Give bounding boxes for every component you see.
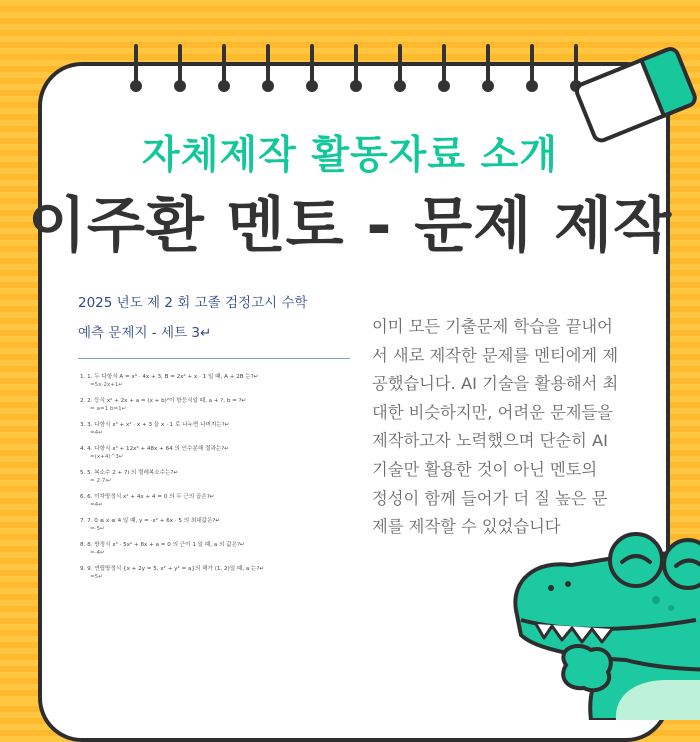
answer-text: = a=1 b=1↵ (90, 406, 127, 412)
answer-text: =5↵ (90, 574, 103, 580)
divider (78, 358, 350, 359)
question-text: 6. 6. 이차방정식 x² + 4x + 4 = 0 의 두 근의 곱은?↵ (80, 494, 215, 500)
question-text: 9. 9. 연립방정식 {x + 2y = 5, x² + y² = a}의 해가 (1, 2)일 때, a 는?↵ (80, 566, 265, 572)
spiral-ring-icon (394, 44, 406, 96)
document-title-line1: 2025 년도 제 2 회 고졸 검정고시 수학 (78, 295, 308, 311)
answer-text: =(x+4)^3↵ (90, 454, 124, 460)
question-text: 5. 5. 복소수 2 + 7i 의 켤레복소수는?↵ (80, 470, 179, 476)
question-text: 2. 2. 등식 x² + 2x + a = (x + b)²이 항등식일 때, a + ?, b = ?↵ (80, 398, 247, 404)
crocodile-mascot-icon (496, 520, 700, 720)
document-preview (78, 288, 350, 588)
page-title: 이주환 멘토 - 문제 제작 (27, 191, 673, 261)
description-line: 제를 제작할 수 있었습니다 (372, 517, 561, 537)
spiral-ring-icon (350, 44, 362, 96)
answer-text: =4↵ (90, 502, 103, 508)
spiral-ring-icon (262, 44, 274, 96)
question-item (80, 517, 350, 533)
spiral-ring-icon (218, 44, 230, 96)
description-line: 이미 모든 기출문제 학습을 끝내어 (372, 317, 613, 336)
question-item (80, 469, 350, 485)
description (372, 313, 662, 542)
description-line: 정성이 함께 들어가 더 질 높은 문 (372, 488, 608, 508)
question-text: 1. 1. 두 다항식 A = x³ · 4x + 3, B = 2x² + x · 1 일 때, A + 2B 는?↵ (80, 374, 259, 380)
description-line: 기술만 활용한 것이 아닌 멘토의 (372, 459, 598, 479)
question-text: 7. 7. 0 ≤ x ≤ 4 일 때, y = ·x² + 6x · 5 의 최대값은?↵ (80, 518, 221, 524)
answer-text: =5x·2x+1↵ (90, 382, 124, 388)
answer-text: =·4↵ (90, 550, 105, 556)
spiral-ring-icon (174, 44, 186, 96)
question-item (80, 493, 350, 509)
spiral-ring-icon (438, 44, 450, 96)
question-item (80, 421, 350, 437)
answer-text: = 2·7i↵ (90, 478, 112, 484)
description-line: 제작하고자 노력했으며 단순히 AI (372, 431, 608, 451)
subtitle: 자체제작 활동자료 소개 (142, 133, 558, 178)
spiral-ring-icon (482, 44, 494, 96)
description-line: 서 새로 제작한 문제를 멘티에게 제 (372, 345, 619, 365)
question-item (80, 541, 350, 557)
answer-text: =4↵ (90, 430, 103, 436)
spiral-ring-icon (130, 44, 142, 96)
description-line: 공했습니다. AI 기술을 활용해서 최 (372, 374, 619, 394)
spiral-ring-icon (306, 44, 318, 96)
question-text: 3. 3. 다항식 x³ + x² · x + 3 을 x · 1 로 나누면 나머지는?↵ (80, 422, 230, 428)
spiral-ring-icon (526, 44, 538, 96)
question-text: 8. 8. 방정식 x³ · 5x² + 8x + a = 0 의 근이 1 일 때, a 의 값은?↵ (80, 542, 245, 548)
question-item (80, 445, 350, 461)
answer-text: =·5↵ (90, 526, 105, 532)
question-item (80, 397, 350, 413)
question-item (80, 373, 350, 389)
question-text: 4. 4. 다항식 x³ + 12x² + 48x + 64 의 인수분해 결과는?↵ (80, 446, 229, 452)
question-item (80, 565, 350, 581)
description-line: 대한 비슷하지만, 어려운 문제들을 (372, 402, 613, 422)
document-title-line2: 예측 문제지 - 세트 3↵ (78, 325, 212, 341)
